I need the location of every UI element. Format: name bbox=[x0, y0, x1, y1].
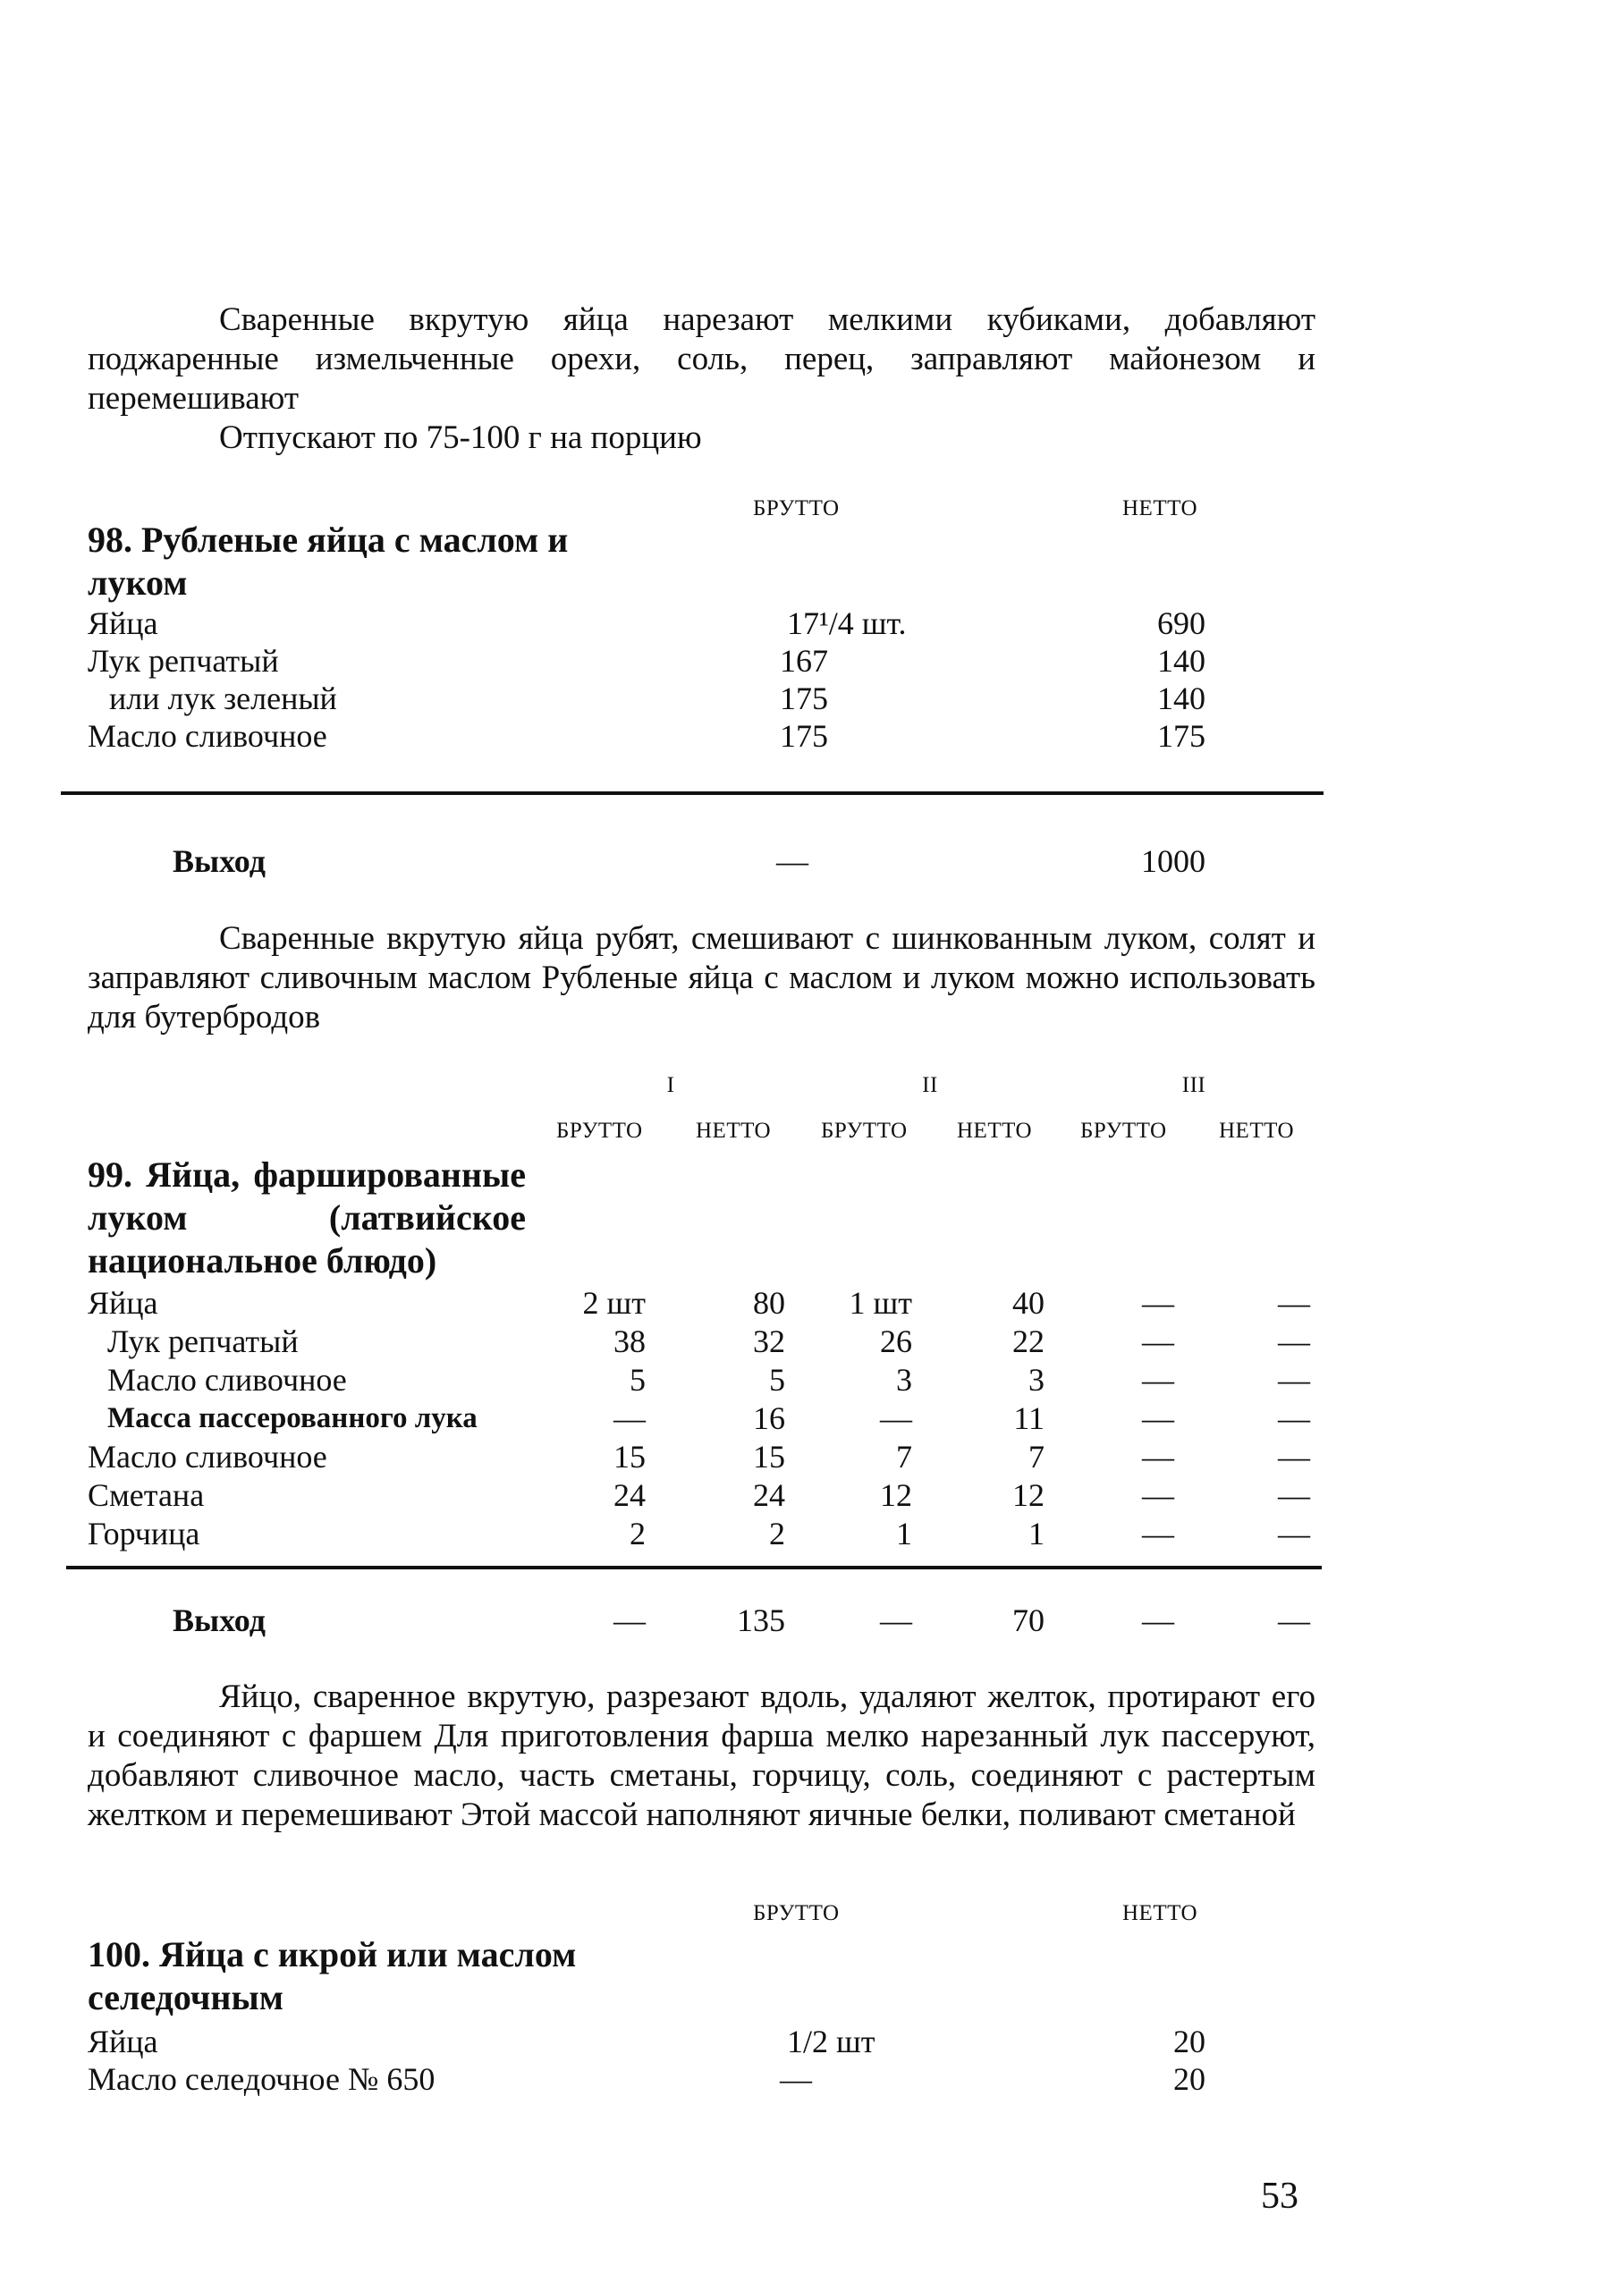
r98-method: Сваренные вкрутую яйца рубят, смешивают с шинкованным луком, солят и заправляют сливочным маслом Рубленые яйца с маслом и луком можно использовать для бутербродов bbox=[88, 920, 1315, 1036]
r98-row-brutto: 175 bbox=[780, 718, 828, 754]
r99-group-3: III bbox=[1181, 1073, 1206, 1097]
r99-row-value: — bbox=[1142, 1362, 1174, 1398]
r99-row-name: Масло сливочное bbox=[88, 1439, 327, 1475]
r99-row-value: 16 bbox=[753, 1400, 785, 1436]
r99-row-value: 15 bbox=[613, 1439, 646, 1475]
r99-group-2: II bbox=[922, 1073, 938, 1097]
r99-divider bbox=[66, 1566, 1322, 1569]
r99-yield-label: Выход bbox=[173, 1602, 266, 1638]
r99-row-value: — bbox=[1278, 1323, 1310, 1359]
r98-yield-netto: 1000 bbox=[1141, 843, 1205, 879]
r99-header-netto: НЕТТО bbox=[1219, 1119, 1295, 1143]
r99-row-value: 2 bbox=[769, 1516, 785, 1551]
r98-yield-label: Выход bbox=[173, 843, 266, 879]
r98-row-name: Масло сливочное bbox=[88, 718, 327, 754]
r99-row-value: — bbox=[1278, 1285, 1310, 1321]
r98-row-netto: 690 bbox=[1157, 605, 1205, 641]
r99-row-value: 24 bbox=[753, 1477, 785, 1513]
r100-title-line2: селедочным bbox=[88, 1977, 283, 2017]
r99-row-value: — bbox=[613, 1400, 646, 1436]
r99-row-value: — bbox=[1278, 1400, 1310, 1436]
r99-yield-value: — bbox=[1142, 1602, 1174, 1638]
r99-row-value: 1 шт bbox=[849, 1285, 912, 1321]
r99-row-value: 5 bbox=[769, 1362, 785, 1398]
r99-header-brutto: БРУТТО bbox=[556, 1119, 643, 1143]
r99-row-value: 5 bbox=[630, 1362, 646, 1398]
page-number: 53 bbox=[1261, 2176, 1298, 2217]
r99-row-name: Масло сливочное bbox=[107, 1362, 347, 1398]
r99-row-value: 11 bbox=[1013, 1400, 1045, 1436]
r99-row-value: 38 bbox=[613, 1323, 646, 1359]
r99-row-value: 3 bbox=[1028, 1362, 1045, 1398]
r99-row-name: Лук репчатый bbox=[107, 1323, 299, 1359]
r99-row-value: — bbox=[1142, 1400, 1174, 1436]
r99-row-value: — bbox=[880, 1400, 912, 1436]
r98-title-line2: луком bbox=[88, 562, 188, 603]
r100-row-name: Масло селедочное № 650 bbox=[88, 2061, 436, 2097]
r99-row-value: 80 bbox=[753, 1285, 785, 1321]
r99-row-value: — bbox=[1278, 1516, 1310, 1551]
r99-row-value: 2 шт bbox=[582, 1285, 646, 1321]
r99-row-value: 24 bbox=[613, 1477, 646, 1513]
r99-row-value: 7 bbox=[1028, 1439, 1045, 1475]
r99-row-value: 22 bbox=[1012, 1323, 1045, 1359]
r98-header-netto: НЕТТО bbox=[1122, 496, 1198, 520]
r99-row-value: 2 bbox=[630, 1516, 646, 1551]
r99-row-value: 26 bbox=[880, 1323, 912, 1359]
r98-yield-brutto: — bbox=[776, 843, 808, 879]
r99-yield-value: — bbox=[1278, 1602, 1310, 1638]
r100-row-netto: 20 bbox=[1173, 2061, 1205, 2097]
r99-method: Яйцо, сваренное вкрутую, разрезают вдоль, удаляют желток, протирают его и соединяют с фаршем Для приготовления фарша мелко нарезанный лук пассеруют, добавляют сливочное масло, часть сметаны, горчицу, соль, соединяют с растертым желтком и перемешивают Этой массой наполняют яичные белки, поливают сметаной bbox=[88, 1678, 1315, 1833]
r99-group-1: I bbox=[666, 1073, 675, 1097]
r100-row-brutto: 1/2 шт bbox=[787, 2024, 875, 2059]
r99-row-value: 15 bbox=[753, 1439, 785, 1475]
r99-row-name: Масса пассерованного лука bbox=[107, 1402, 478, 1434]
r100-row-brutto: — bbox=[780, 2061, 812, 2097]
r99-row-value: 40 bbox=[1012, 1285, 1045, 1321]
r99-row-name: Горчица bbox=[88, 1516, 200, 1551]
r99-yield-value: 70 bbox=[1012, 1602, 1045, 1638]
r99-row-value: 7 bbox=[896, 1439, 912, 1475]
r98-divider bbox=[61, 791, 1324, 795]
r100-title-line1: 100. Яйца с икрой или маслом bbox=[88, 1934, 577, 1974]
r98-header-brutto: БРУТТО bbox=[753, 496, 840, 520]
r99-yield-value: 135 bbox=[737, 1602, 785, 1638]
r99-header-netto: НЕТТО bbox=[957, 1119, 1033, 1143]
r99-row-value: 1 bbox=[1028, 1516, 1045, 1551]
r100-header-brutto: БРУТТО bbox=[753, 1901, 840, 1925]
r99-row-value: 32 bbox=[753, 1323, 785, 1359]
intro-paragraph: Сваренные вкрутую яйца нарезают мелкими кубиками, добавляют поджаренные измельченные орехи, соль, перец, заправляют майонезом и перемешивают bbox=[88, 301, 1315, 417]
r99-row-value: 12 bbox=[1012, 1477, 1045, 1513]
r99-row-name: Яйца bbox=[88, 1285, 158, 1321]
r100-header-netto: НЕТТО bbox=[1122, 1901, 1198, 1925]
r99-yield-value: — bbox=[880, 1602, 912, 1638]
r98-row-brutto: 17¹/4 шт. bbox=[787, 605, 907, 641]
r100-row-netto: 20 bbox=[1173, 2024, 1205, 2059]
r99-header-brutto: БРУТТО bbox=[1080, 1119, 1167, 1143]
r99-yield-value: — bbox=[613, 1602, 646, 1638]
r100-row-name: Яйца bbox=[88, 2024, 158, 2059]
r99-title: 99. Яйца, фаршированные луком (латвийское национальное блюдо) bbox=[88, 1154, 526, 1281]
r99-row-value: 1 bbox=[896, 1516, 912, 1551]
serving-note: Отпускают по 75-100 г на порцию bbox=[219, 419, 702, 456]
r99-row-name: Сметана bbox=[88, 1477, 205, 1513]
r99-row-value: — bbox=[1278, 1439, 1310, 1475]
r99-row-value: 3 bbox=[896, 1362, 912, 1398]
r99-row-value: 12 bbox=[880, 1477, 912, 1513]
r99-row-value: — bbox=[1142, 1323, 1174, 1359]
r98-row-netto: 140 bbox=[1157, 643, 1205, 679]
r98-row-name: или лук зеленый bbox=[109, 681, 337, 716]
r98-row-name: Лук репчатый bbox=[88, 643, 279, 679]
r98-row-netto: 140 bbox=[1157, 681, 1205, 716]
r99-header-brutto: БРУТТО bbox=[821, 1119, 908, 1143]
r98-row-name: Яйца bbox=[88, 605, 158, 641]
r99-row-value: — bbox=[1142, 1439, 1174, 1475]
r99-row-value: — bbox=[1142, 1516, 1174, 1551]
r98-row-netto: 175 bbox=[1157, 718, 1205, 754]
r99-header-netto: НЕТТО bbox=[696, 1119, 772, 1143]
r98-row-brutto: 167 bbox=[780, 643, 828, 679]
r99-row-value: — bbox=[1142, 1285, 1174, 1321]
r99-row-value: — bbox=[1278, 1477, 1310, 1513]
r99-row-value: — bbox=[1278, 1362, 1310, 1398]
r99-row-value: — bbox=[1142, 1477, 1174, 1513]
r98-title-line1: 98. Рубленые яйца с маслом и bbox=[88, 520, 569, 560]
r98-row-brutto: 175 bbox=[780, 681, 828, 716]
